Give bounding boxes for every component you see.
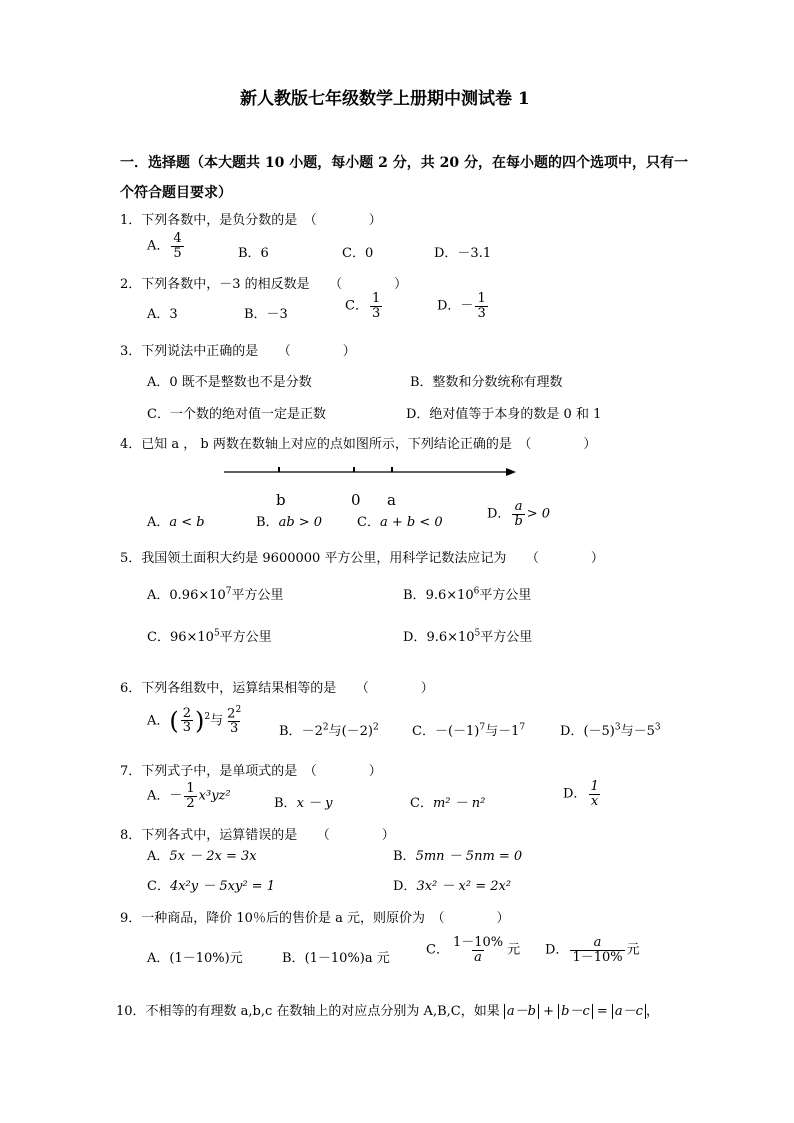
question-3-option-c: C．一个数的绝对值一定是正数 [147,407,326,422]
question-1-option-a: A． $\frac{4}{5}$ [147,231,182,261]
number-line-arrow [506,468,516,476]
question-5-option-b: B．$9.6\times 10^6$平方公里 [403,586,532,603]
abs-a-minus-c: a－c [612,1004,646,1019]
question-8-option-d: D．3x² － x² = 2x² [393,879,512,894]
question-6-stem: 6．下列各组数中，运算结果相等的是 （ ） [120,681,434,696]
question-4-option-d: D． $\frac{a}{b}$ > 0 [487,499,551,529]
question-3-stem: 3．下列说法中正确的是 （ ） [120,344,356,359]
question-9-stem: 9．一种商品，降价 10％后的售价是 a 元，则原价为 （ ） [120,911,510,926]
question-5-option-c: C．$96\times 10^5$平方公里 [147,628,272,645]
question-9-option-b: B．(1－10%)a 元 [282,951,390,966]
abs-b-minus-c: b－c [558,1004,593,1019]
question-1-option-c: C．0 [342,246,374,261]
question-7-option-b: B．x － y [274,796,333,811]
question-2-option-c: C． $\frac{1}{3}$ [345,291,381,321]
question-3-option-a: A．0 既不是整数也不是分数 [147,375,312,390]
question-8-stem: 8．下列各式中，运算错误的是 （ ） [120,828,395,843]
question-7-option-a: A．－ $\frac{1}{2}$ x³yz² [147,781,231,811]
question-7-option-c: C．m² － n² [410,796,486,811]
question-7-option-d: D． $\frac{1}{x}$ [563,779,599,809]
question-1-stem: 1．下列各数中，是负分数的是 （ ） [120,213,382,228]
question-6-option-b: B．$-2^2$与$(-2)^2$ [279,722,379,739]
question-10-stem: 10．不相等的有理数 a,b,c 在数轴上的对应点分别为 A,B,C，如果 a－b + b－c = a－c ， [116,1004,659,1019]
question-5-stem: 5．我国领土面积大约是 9600000 平方公里，用科学记数法应记为 （ ） [120,551,604,566]
question-3-option-b: B．整数和分数统称有理数 [410,375,563,390]
question-7-stem: 7．下列式子中，是单项式的是 （ ） [120,764,382,779]
question-9-option-a: A．(1－10%)元 [147,951,243,966]
question-6-option-c: C．$-(-1)^7$与$-1^7$ [412,722,526,739]
number-line-label-a: a [387,491,396,509]
section-header-line2: 个符合题目要求） [120,185,232,201]
question-9-option-c: C． $\frac{1-10\%}{a}$ 元 [426,935,521,965]
question-8-option-a: A．5x － 2x = 3x [147,849,257,864]
question-8-option-b: B．5mn － 5nm = 0 [393,849,523,864]
number-line-label-b: b [276,491,286,509]
question-4-option-a: A．a < b [147,515,205,530]
question-4-option-b: B．ab > 0 [256,515,323,530]
question-2-stem: 2．下列各数中，－3 的相反数是 （ ） [120,277,408,292]
question-6-option-d: D．$(-5)^3$与$-5^3$ [560,722,661,739]
abs-a-minus-b: a－b [504,1004,539,1019]
question-1-option-b: B．6 [238,246,269,261]
question-5-option-d: D．$9.6\times 10^5$平方公里 [403,628,533,645]
question-5-option-a: A．$0.96\times 10^7$平方公里 [147,586,284,603]
question-9-option-d: D． $\frac{a}{1-10\%}$ 元 [545,935,640,965]
question-2-option-b: B．－3 [244,307,288,322]
question-8-option-c: C．4x²y － 5xy² = 1 [147,879,275,894]
number-line [220,462,520,482]
question-3-option-d: D．绝对值等于本身的数是 0 和 1 [406,407,602,422]
question-2-option-a: A．3 [147,307,178,322]
number-line-label-0: 0 [351,491,361,509]
section-header-line1: 一．选择题（本大题共 10 小题，每小题 2 分，共 20 分，在每小题的四个选项中，只有一 [120,155,688,171]
question-1-option-d: D．－3.1 [434,246,492,261]
question-4-stem: 4．已知 a ， b 两数在数轴上对应的点如图所示，下列结论正确的是 （ ） [120,437,597,452]
question-4-option-c: C．a + b < 0 [357,515,443,530]
question-6-option-a: A．( $\frac{2}{3}$ )$^2$与 $\frac{2^2}{3}$ [147,705,242,736]
page-title: 新人教版七年级数学上册期中测试卷 1 [240,89,530,109]
question-2-option-d: D．－ $\frac{1}{3}$ [437,291,486,321]
